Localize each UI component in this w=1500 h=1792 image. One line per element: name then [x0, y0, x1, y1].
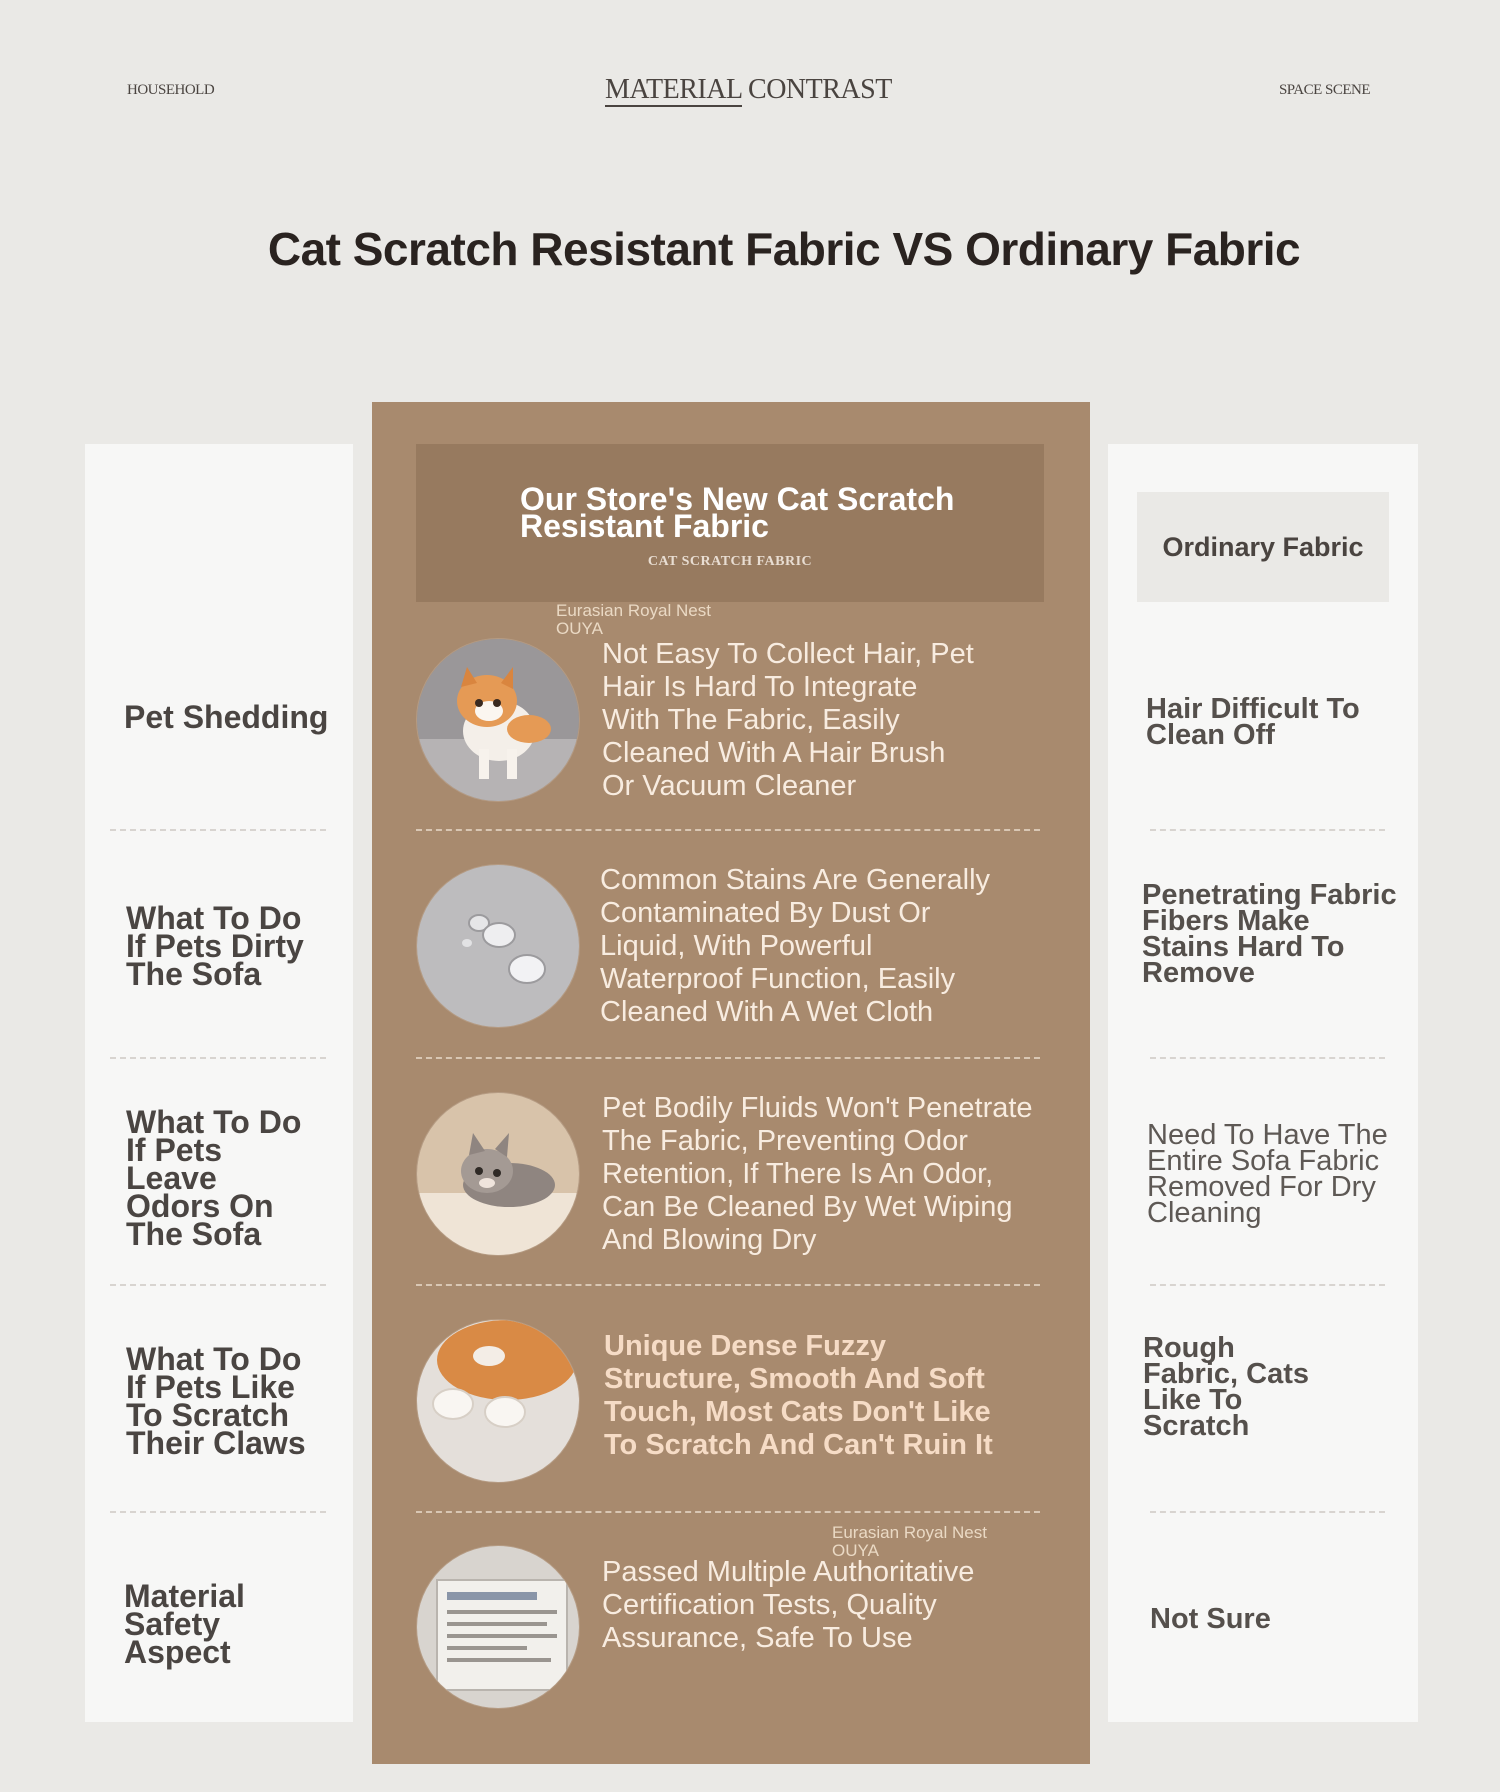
row-divider: [416, 1284, 1040, 1286]
lying-kitten-photo-icon: [417, 1093, 579, 1255]
row-divider: [110, 829, 326, 831]
row-divider: [1150, 829, 1385, 831]
aspect-label: What To Do If Pets Leave Odors On The Sofa: [126, 1104, 302, 1252]
scratch-fabric-description: Passed Multiple Authoritative Certification Tests, Quality Assurance, Safe To Use: [602, 1556, 975, 1654]
scratch-fabric-subtitle: CAT SCRATCH FABRIC: [647, 554, 813, 569]
page-title: Cat Scratch Resistant Fabric VS Ordinary Fabric: [267, 223, 1301, 275]
ordinary-fabric-header: Ordinary Fabric: [1137, 492, 1389, 602]
nav-material-contrast[interactable]: [605, 74, 892, 106]
ordinary-fabric-description: Rough Fabric, Cats Like To Scratch: [1143, 1332, 1309, 1442]
ordinary-fabric-description: Need To Have The Entire Sofa Fabric Removed For Dry Cleaning: [1147, 1119, 1388, 1229]
row-divider: [416, 1057, 1040, 1059]
aspect-label: Material Safety Aspect: [124, 1578, 245, 1670]
aspect-column: [85, 444, 353, 1722]
ordinary-fabric-description: Hair Difficult To Clean Off: [1146, 693, 1360, 751]
scratch-fabric-description: Common Stains Are Generally Contaminated By Dust Or Liquid, With Powerful Waterproof Function, Easily Cleaned With A Wet Cloth: [600, 864, 991, 1028]
scratch-fabric-description: Not Easy To Collect Hair, Pet Hair Is Hard To Integrate With The Fabric, Easily Cleaned With A Hair Brush Or Vacuum Cleaner: [602, 638, 974, 802]
row-divider: [110, 1057, 326, 1059]
ordinary-fabric-description: Not Sure: [1150, 1603, 1271, 1635]
aspect-label: What To Do If Pets Like To Scratch Their Claws: [126, 1341, 306, 1461]
aspect-label: What To Do If Pets Dirty The Sofa: [126, 900, 304, 992]
row-divider: [416, 829, 1040, 831]
scratch-fabric-description: Pet Bodily Fluids Won't Penetrate The Fabric, Preventing Odor Retention, If There Is An Odor, Can Be Cleaned By Wet Wiping And Blowing Dry: [602, 1092, 1033, 1256]
certificate-document-photo-icon: [417, 1546, 579, 1708]
row-divider: [1150, 1057, 1385, 1059]
watermark-top: Eurasian Royal Nest OUYA: [556, 601, 711, 638]
row-divider: [416, 1511, 1040, 1513]
row-divider: [1150, 1511, 1385, 1513]
row-divider: [110, 1284, 326, 1286]
water-droplets-photo-icon: [417, 865, 579, 1027]
nav-household[interactable]: HOUSEHOLD: [127, 82, 215, 98]
ordinary-fabric-column: [1108, 444, 1418, 1722]
scratch-fabric-description: Unique Dense Fuzzy Structure, Smooth And Soft Touch, Most Cats Don't Like To Scratch And Can't Ruin It: [604, 1330, 993, 1461]
kitten-photo-icon: [417, 639, 579, 801]
scratch-fabric-title: Our Store's New Cat Scratch Resistant Fabric: [520, 481, 955, 544]
watermark-bottom: Eurasian Royal Nest OUYA: [832, 1523, 987, 1560]
ordinary-fabric-description: Penetrating Fabric Fibers Make Stains Hard To Remove: [1142, 879, 1397, 989]
row-divider: [110, 1511, 326, 1513]
nav-space-scene[interactable]: SPACE SCENE: [1278, 82, 1370, 98]
cat-paws-photo-icon: [417, 1320, 579, 1482]
aspect-label: Pet Shedding: [124, 699, 329, 735]
row-divider: [1150, 1284, 1385, 1286]
nav-material-underlined: MATERIAL: [605, 74, 742, 105]
nav-contrast: CONTRAST: [748, 74, 892, 105]
